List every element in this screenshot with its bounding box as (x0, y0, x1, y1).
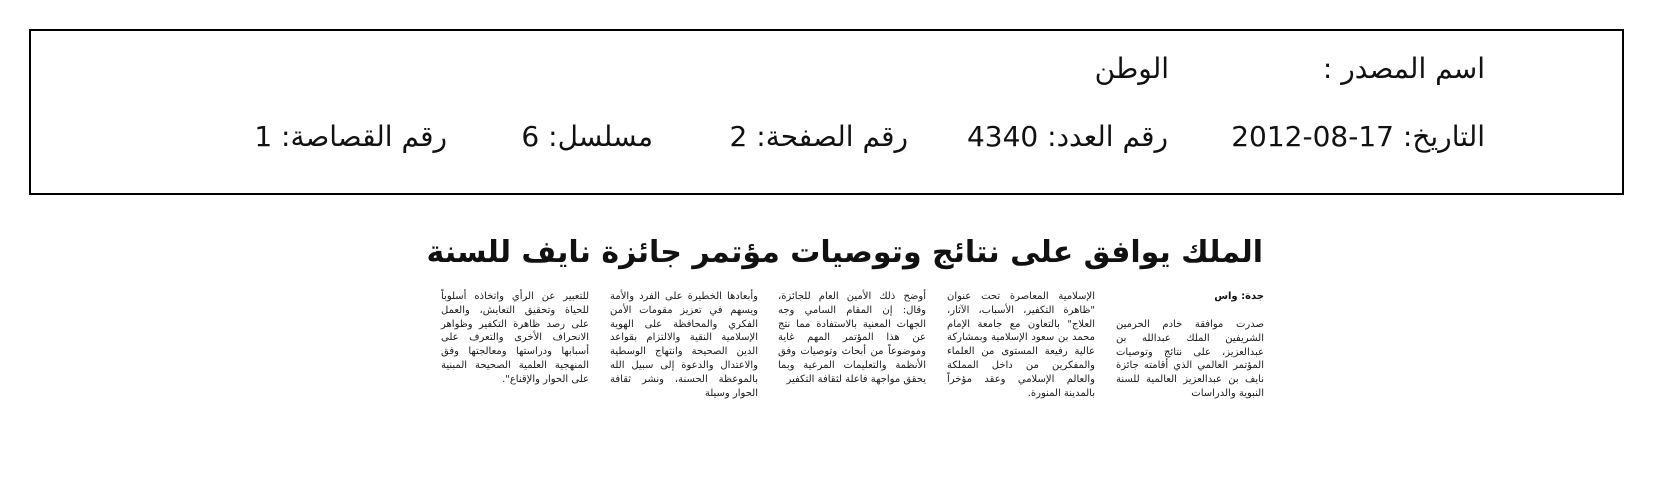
article-column-3 (778, 290, 926, 387)
article-paragraph: صدرت موافقة خادم الحرمين الشريفين الملك عبدالله بن عبدالعزيز، على نتائج وتوصيات المؤتمر العالمي الذي أقامته جائزة نايف بن عبدالعزيز العالمية للسنة النبوية والدراسات (1116, 319, 1264, 399)
article-paragraph: وأبعادها الخطيرة على الفرد والأمة ويسهم في تعزيز مقومات الأمن الفكري والمحافظة على الهوية الإسلامية النقية والالتزام بقواعد الدين الصحيحة وانتهاج الوسطية والاعتدال والدعوة إلى سبيل الله بالموعظة الحسنة، ونشر ثقافة الحوار وسيلة (610, 291, 758, 399)
page-number-field: رقم الصفحة: 2 (729, 120, 908, 153)
article-column-2 (947, 290, 1095, 400)
article-column-1 (1116, 318, 1264, 401)
article-column-5 (441, 290, 589, 387)
article-paragraph: أوضح ذلك الأمين العام للجائزة، وقال: إن المقام السامي وجه الجهات المعنية بالاستفادة مما نتج عن هذا المؤتمر المهم غاية وموضوعاً من أبحاث وتوصيات وفق الأنظمة والتعليمات المرعية وبما يحقق مواجهة فاعلة لثقافة التكفير (778, 291, 926, 385)
article-headline: الملك يوافق على نتائج وتوصيات مؤتمر جائزة نايف للسنة (426, 235, 1263, 270)
article-byline: جدة: واس (1214, 291, 1264, 302)
article-paragraph: الإسلامية المعاصرة تحت عنوان "ظاهرة التكفير، الأسباب، الآثار، العلاج" بالتعاون مع جامعة الإمام محمد بن سعود الإسلامية وبمشاركة عالية رفيعة المستوى من العلماء والمفكرين من داخل المملكة والعالم الإسلامي وعقد مؤخراً بالمدينة المنورة. (947, 291, 1095, 399)
issue-number-field: رقم العدد: 4340 (966, 120, 1168, 153)
article-column-4 (610, 290, 758, 400)
source-label: اسم المصدر : (1322, 52, 1485, 85)
date-field: التاريخ: 17-08-2012 (1231, 120, 1485, 153)
article-paragraph: للتعبير عن الرأي واتخاذه أسلوباً للحياة وتحقيق التعايش، والعمل على رصد ظاهرة التكفير وظواهر الانحراف الأخرى والتعرف على أسبابها ودراستها ومعالجتها وفق المنهجية العلمية الصحيحة المبنية على الحوار والإقناع". (441, 291, 589, 385)
serial-field: مسلسل: 6 (521, 120, 653, 153)
source-value: الوطن (1094, 52, 1169, 85)
clip-number-field: رقم القصاصة: 1 (254, 120, 447, 153)
